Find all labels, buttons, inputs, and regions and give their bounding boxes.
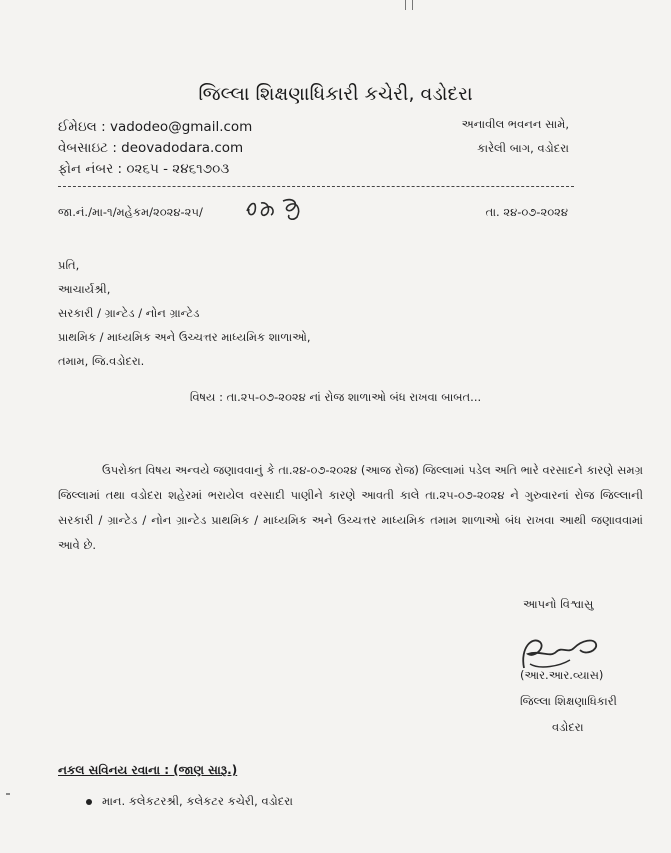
- recipient-block: [58, 253, 310, 373]
- header-divider: [58, 186, 574, 187]
- letter-date: તા. ૨૪-૦૭-૨૦૨૪: [485, 205, 568, 219]
- email-line: ઈમેઇલ : vadodeo@gmail.com: [58, 119, 253, 135]
- copy-to-item: [86, 794, 293, 809]
- recipient-line: સરકારી / ગ્રાન્ટેડ / નોન ગ્રાન્ટેડ: [58, 306, 200, 320]
- body-paragraph: ઉપરોક્ત વિષય અન્વયે જણાવવાનું કે તા.૨૪-૦૭-૨૦૨૪ (આજ રોજ) જિલ્લામાં પડેલ અતિ ભારે વરસાદને કારણે સમગ્ર જિલ્લામાં તથા વડોદરા શહેરમાં ભરાયેલ વરસાદી પાણીને કારણે આવતી કાલે તા.૨૫-૦૭-૨૦૨૪ ને ગુરુવારનાં રોજ જિલ્લાની સરકારી / ગ્રાન્ટેડ / નોન ગ્રાન્ટેડ પ્રાથમિક / માધ્યમિક અને ઉચ્ચત્તર માધ્યમિક તમામ શાળાઓ બંધ રાખવા આથી જણાવવામાં આવે છે.: [58, 463, 643, 552]
- handwritten-reference-number: [243, 193, 309, 221]
- address-line: કારેલી બાગ, વડોદરા: [477, 141, 569, 155]
- phone-line: ફોન નંબર : ૦૨૬૫ - ૨૪૬૧૭૦૩: [58, 161, 230, 177]
- recipient-line: તમામ, જિ.વડોદરા.: [58, 354, 145, 368]
- recipient-line: આચાર્યશ્રી,: [58, 282, 111, 296]
- contact-block: [58, 117, 252, 180]
- recipient-line: પ્રતિ,: [58, 258, 80, 272]
- address-line: અનાવીલ ભવનન સામે,: [461, 117, 569, 131]
- scan-mark: [405, 0, 413, 10]
- subject-line: વિષય : તા.૨૫-૦૭-૨૦૨૪ નાં રોજ શાળાઓ બંધ રાખવા બાબત...: [189, 390, 482, 404]
- signatory-name: (આર.આર.વ્યાસ): [520, 668, 604, 682]
- copy-to-item-text: માન. કલેકટરશ્રી, કલેકટર કચેરી, વડોદરા: [102, 794, 293, 808]
- scan-mark: [6, 793, 10, 795]
- website-line: વેબસાઇટ : deovadodara.com: [58, 140, 244, 156]
- recipient-line: પ્રાથમિક / માધ્યમિક અને ઉચ્ચત્તર માધ્યમિક શાળાઓ,: [58, 330, 311, 344]
- closing-salutation: આપનો વિશ્વાસુ: [523, 597, 594, 611]
- reference-number: જા.નં./મા-૧/મહેકમ/૨૦૨૪-૨૫/: [58, 205, 203, 219]
- copy-to-heading: નકલ સવિનય રવાના : (જાણ સારૂ.): [58, 763, 238, 777]
- signatory-city: વડોદરા: [552, 720, 584, 734]
- address-block: [462, 112, 569, 160]
- office-title: જિલ્લા શિક્ષણાધિકારી કચેરી, વડોદરા: [198, 83, 473, 105]
- signatory-designation: જિલ્લા શિક્ષણાધિકારી: [520, 694, 617, 708]
- bullet-icon: [86, 799, 92, 805]
